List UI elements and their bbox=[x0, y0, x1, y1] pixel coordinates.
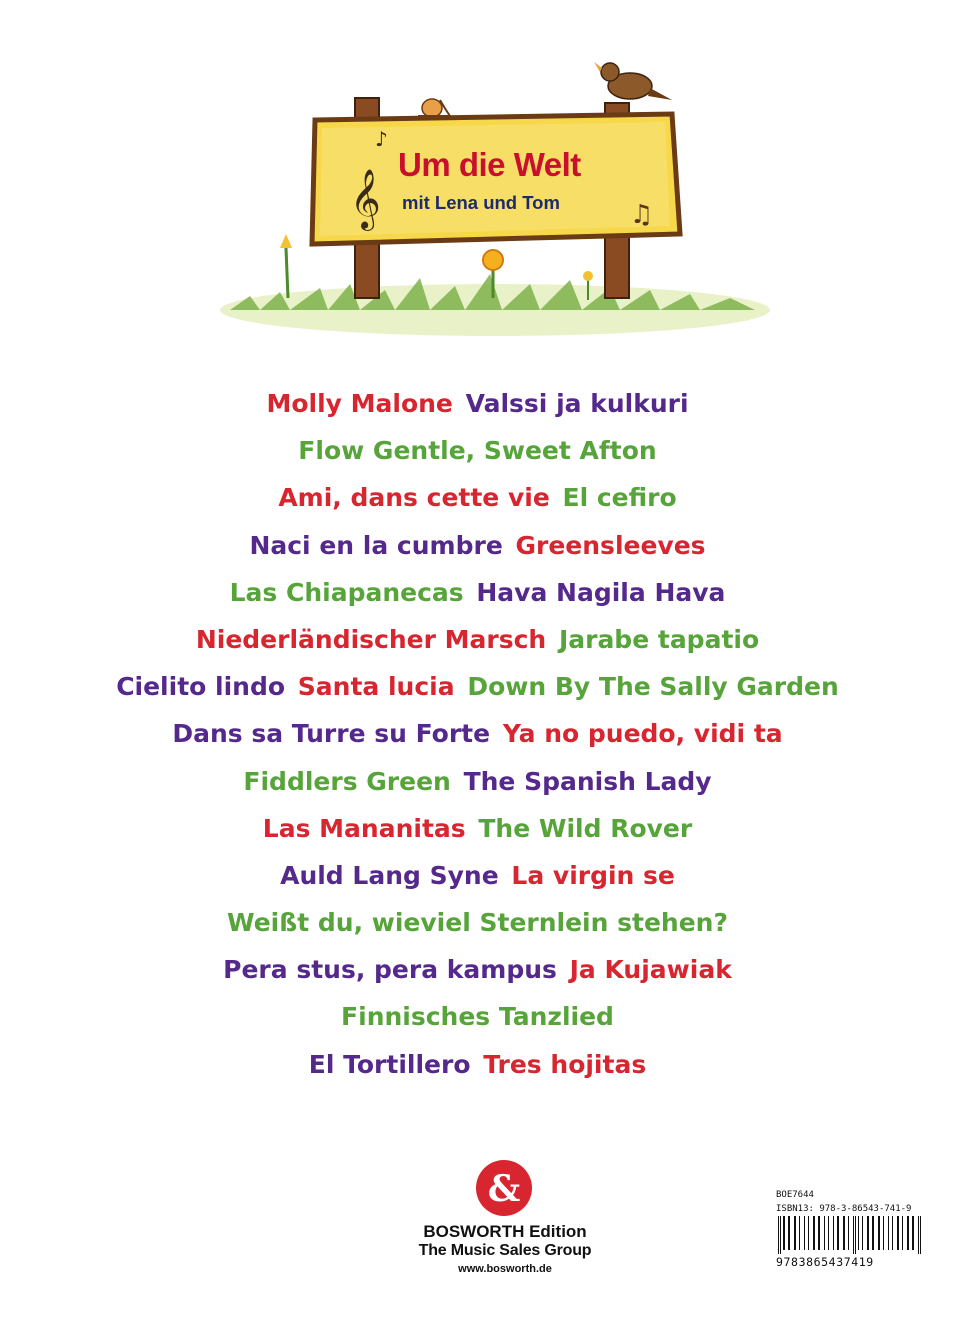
song-line bbox=[0, 616, 955, 663]
song-line bbox=[0, 852, 955, 899]
barcode-bar bbox=[808, 1216, 809, 1250]
barcode-bar bbox=[824, 1216, 825, 1250]
song-title: The Wild Rover bbox=[478, 813, 693, 843]
barcode-bar bbox=[783, 1216, 785, 1250]
barcode-bar bbox=[799, 1216, 800, 1250]
song-title: Ja Kujawiak bbox=[569, 955, 732, 985]
song-title: Greensleeves bbox=[515, 530, 706, 560]
song-title: Finnisches Tanzlied bbox=[341, 1002, 614, 1032]
music-note-icon: ♪ bbox=[375, 127, 388, 151]
barcode-bar bbox=[794, 1216, 796, 1250]
flower-left bbox=[280, 234, 292, 298]
sign-title: Um die Welt bbox=[398, 146, 581, 183]
barcode-bar bbox=[902, 1216, 903, 1250]
song-line bbox=[0, 663, 955, 710]
barcode-bar bbox=[848, 1216, 849, 1250]
song-line bbox=[0, 946, 955, 993]
isbn-line: ISBN13: 978-3-86543-741-9 bbox=[776, 1204, 912, 1214]
song-title: Dans sa Turre su Forte bbox=[172, 719, 491, 749]
barcode-bar bbox=[888, 1216, 889, 1250]
song-title: Fiddlers Green bbox=[243, 766, 451, 796]
song-line bbox=[0, 1041, 955, 1088]
barcode-bar bbox=[907, 1216, 909, 1250]
publisher-url: www.bosworth.de bbox=[458, 1263, 552, 1275]
barcode-bar bbox=[804, 1216, 805, 1250]
song-title: The Spanish Lady bbox=[463, 766, 712, 796]
song-title: Las Chiapanecas bbox=[229, 577, 464, 607]
barcode-bar bbox=[818, 1216, 820, 1250]
isbn-barcode bbox=[776, 1216, 930, 1254]
snail-shell bbox=[422, 99, 442, 117]
song-title: Ya no puedo, vidi ta bbox=[502, 719, 783, 749]
barcode-bar bbox=[853, 1216, 854, 1254]
barcode-bar bbox=[780, 1216, 781, 1254]
song-line bbox=[0, 758, 955, 805]
song-title: La virgin se bbox=[511, 860, 675, 890]
song-line bbox=[0, 710, 955, 757]
barcode-bar bbox=[788, 1216, 790, 1250]
song-line bbox=[0, 427, 955, 474]
barcode-bar bbox=[912, 1216, 914, 1250]
song-title: Cielito lindo bbox=[116, 672, 286, 702]
bird-head bbox=[601, 63, 619, 81]
song-line bbox=[0, 522, 955, 569]
barcode-bar bbox=[892, 1216, 893, 1250]
song-title: Weißt du, wieviel Sternlein stehen? bbox=[227, 908, 728, 938]
song-title: Pera stus, pera kampus bbox=[223, 955, 557, 985]
barcode-bar bbox=[862, 1216, 863, 1250]
song-title: Las Mananitas bbox=[262, 813, 466, 843]
song-title: Ami, dans cette vie bbox=[278, 483, 550, 513]
barcode-bar bbox=[920, 1216, 921, 1254]
barcode-bar bbox=[883, 1216, 884, 1250]
song-title: El Tortillero bbox=[308, 1049, 471, 1079]
song-line bbox=[0, 899, 955, 946]
song-line bbox=[0, 474, 955, 521]
barcode-bar bbox=[813, 1216, 815, 1250]
song-list bbox=[0, 380, 955, 1088]
song-title: Molly Malone bbox=[266, 389, 453, 418]
barcode-bar bbox=[897, 1216, 899, 1250]
publisher-group: The Music Sales Group bbox=[418, 1242, 592, 1259]
treble-clef-icon: 𝄞 bbox=[350, 169, 381, 229]
barcode-bar bbox=[872, 1216, 874, 1250]
song-title: Down By The Sally Garden bbox=[467, 672, 839, 702]
song-title: Naci en la cumbre bbox=[249, 530, 503, 560]
song-line bbox=[0, 380, 955, 427]
barcode-bar bbox=[858, 1216, 859, 1250]
barcode-bar bbox=[867, 1216, 869, 1250]
song-title: Niederländischer Marsch bbox=[195, 624, 547, 654]
publisher-name: BOSWORTH Edition bbox=[423, 1222, 587, 1241]
barcode-bar bbox=[833, 1216, 834, 1250]
bird-tail bbox=[648, 88, 672, 100]
barcode-bar bbox=[878, 1216, 880, 1250]
barcode-bar bbox=[778, 1216, 779, 1254]
bosworth-logo-icon bbox=[474, 1158, 534, 1218]
song-line bbox=[0, 569, 955, 616]
order-number: BOE7644 bbox=[776, 1190, 814, 1200]
song-title: Flow Gentle, Sweet Afton bbox=[298, 436, 657, 466]
song-title: Tres hojitas bbox=[483, 1049, 647, 1079]
song-line bbox=[0, 993, 955, 1040]
barcode-digits: 9783865437419 bbox=[776, 1255, 874, 1269]
barcode-bar bbox=[843, 1216, 845, 1250]
song-title: Santa lucia bbox=[297, 672, 455, 702]
svg-text:&: & bbox=[487, 1168, 521, 1210]
sign-subtitle: mit Lena und Tom bbox=[402, 192, 560, 213]
song-title: Jarabe tapatio bbox=[558, 624, 760, 654]
barcode-bar bbox=[837, 1216, 839, 1250]
song-title: Auld Lang Syne bbox=[280, 860, 499, 890]
music-notes-icon: ♫ bbox=[630, 200, 654, 230]
barcode-bar bbox=[918, 1216, 919, 1254]
song-title: El cefiro bbox=[562, 483, 677, 513]
barcode-bar bbox=[828, 1216, 829, 1250]
song-title: Hava Nagila Hava bbox=[476, 577, 726, 607]
barcode-bar bbox=[855, 1216, 856, 1254]
song-line bbox=[0, 805, 955, 852]
song-title: Valssi ja kulkuri bbox=[465, 389, 689, 418]
